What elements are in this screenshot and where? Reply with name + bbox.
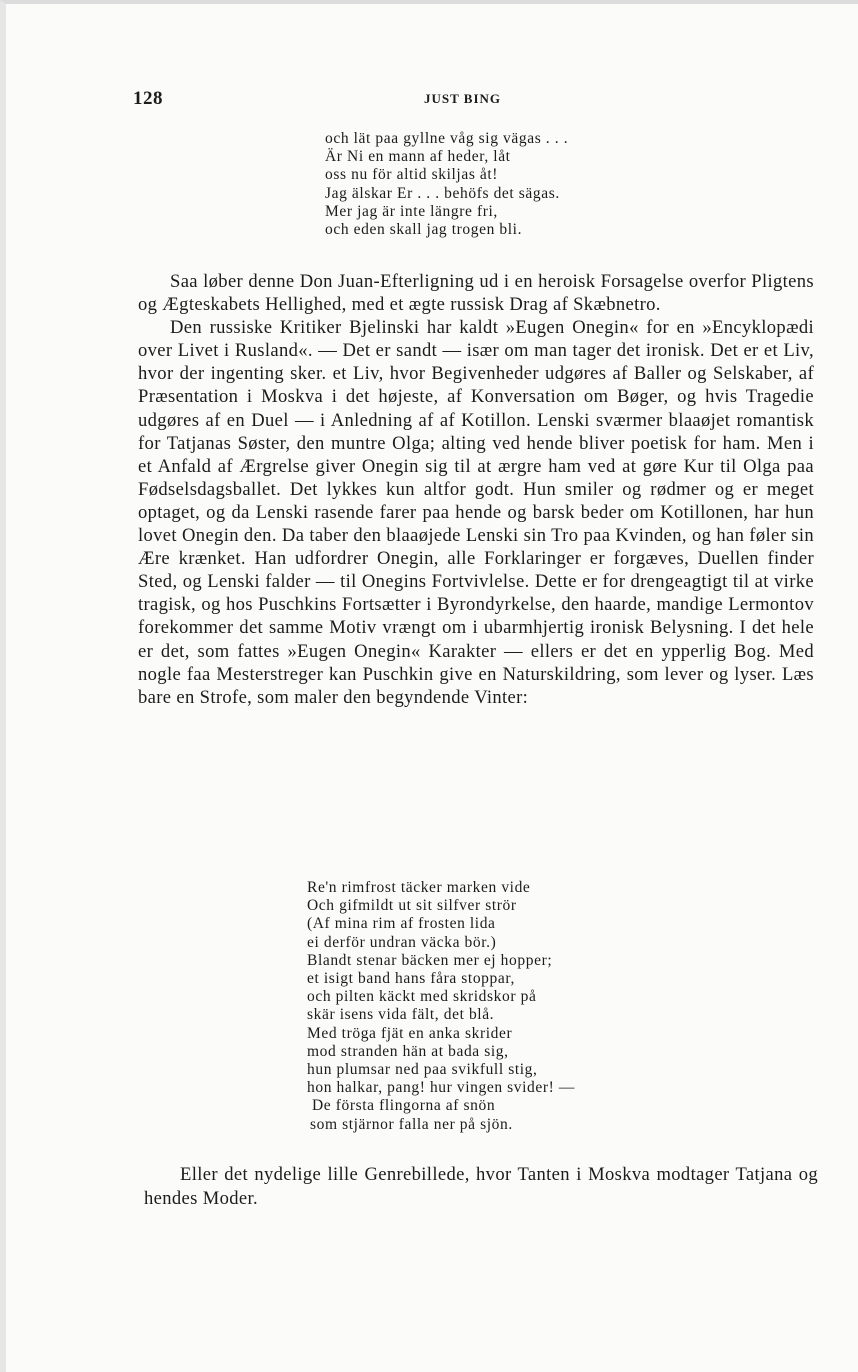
poem-line: Är Ni en mann af heder, låt — [325, 148, 511, 166]
poem-line: De första flingorna af snön — [312, 1097, 496, 1115]
poem-line: Mer jag är inte längre fri, — [325, 202, 498, 220]
poem-line: mod stranden hän at bada sig, — [307, 1042, 509, 1060]
poem-line: skär isens vida fält, det blå. — [307, 1006, 495, 1024]
poem-line: oss nu för altid skiljas åt! — [325, 166, 499, 184]
poem-line: Jag älskar Er . . . behöfs det sägas. — [325, 184, 560, 202]
paragraph: Saa løber denne Don Juan-Efterligning ud i en heroisk Forsagelse overfor Pligtens og Ægteskabets Hellighed, med et ægte russisk Drag af Skæbnetro. — [138, 271, 814, 316]
poem-line: Och gifmildt ut sit silfver strör — [307, 897, 517, 915]
running-title: JUST BING — [424, 91, 502, 106]
poem-excerpt-top — [325, 130, 568, 239]
body-text — [138, 270, 814, 709]
poem-line: hon halkar, pang! hur vingen svider! — — [307, 1079, 575, 1097]
page-number: 128 — [133, 88, 163, 109]
poem-line: (Af mina rim af frosten lida — [307, 915, 496, 933]
poem-line: ei derför undran väcka bör.) — [307, 933, 497, 951]
poem-line: och pilten käckt med skridskor på — [307, 988, 537, 1006]
poem-line: et isigt band hans fåra stoppar, — [307, 970, 515, 988]
poem-line: Med tröga fjät en anka skrider — [307, 1024, 513, 1042]
poem-line: Re'n rimfrost täcker marken vide — [307, 879, 531, 896]
paragraph: Den russiske Kritiker Bjelinski har kaldt »Eugen Onegin« for en »Encyklopædi over Livet i Rusland«. — Det er sandt — især om man tager det ironisk. Det er et Liv, hvor der ingenting sker. et Liv, hvor Begivenheder udgøres af Baller og Selskaber, af Præsentation i Moskva i det højeste, af Konversation om Bøger, og hvis Tragedie udgøres af en Duel — i Anledning af af Kotillon. Lenski sværmer blaaøjet romantisk for Tatjanas Søster, den muntre Olga; alting ved hende bliver poetisk for ham. Men i et Anfald af Ærgrelse giver Onegin sig til at ærgre ham ved at gøre Kur til Olga paa Fødselsdagsballet. Det lykkes kun altfor godt. Hun smiler og rødmer og er meget optaget, og da Lenski rasende farer paa hende og barsk beder om Kotillonen, har hun lovet Onegin den. Da taber den blaaøjede Lenski sin Tro paa Kvinden, og han føler sin Ære krænket. Han udfordrer Onegin, alle Forklaringer er forgæves, Duellen finder Sted, og Lenski falder — til Onegins Fortvivlelse. Dette er for drengeagtigt til at virke tragisk, og hos Puschkins Fortsætter i Byrondyrkelse, den haarde, mandige Lermontov forekommer det samme Motiv vrængt om i ubarmhjertig ironisk Belysning. I det hele er det, som fattes »Eugen Onegin« Karakter — ellers er det en ypperlig Bog. Med nogle faa Mesterstreger kan Puschkin give en Naturskildring, som lever og lyser. Læs bare en Strofe, som maler den begyndende Vinter: — [138, 317, 814, 708]
poem-excerpt-winter — [307, 879, 575, 1134]
poem-line: Blandt stenar bäcken mer ej hopper; — [307, 951, 553, 969]
closing-paragraph: Eller det nydelige lille Genrebillede, hvor Tanten i Moskva modtager Tatjana og hendes Moder. — [144, 1164, 818, 1209]
poem-line: som stjärnor falla ner på sjön. — [310, 1115, 513, 1133]
poem-line: och lät paa gyllne våg sig vägas . . . — [325, 130, 569, 147]
poem-line: hun plumsar ned paa svikfull stig, — [307, 1061, 538, 1079]
poem-line: och eden skall jag trogen bli. — [325, 221, 523, 239]
